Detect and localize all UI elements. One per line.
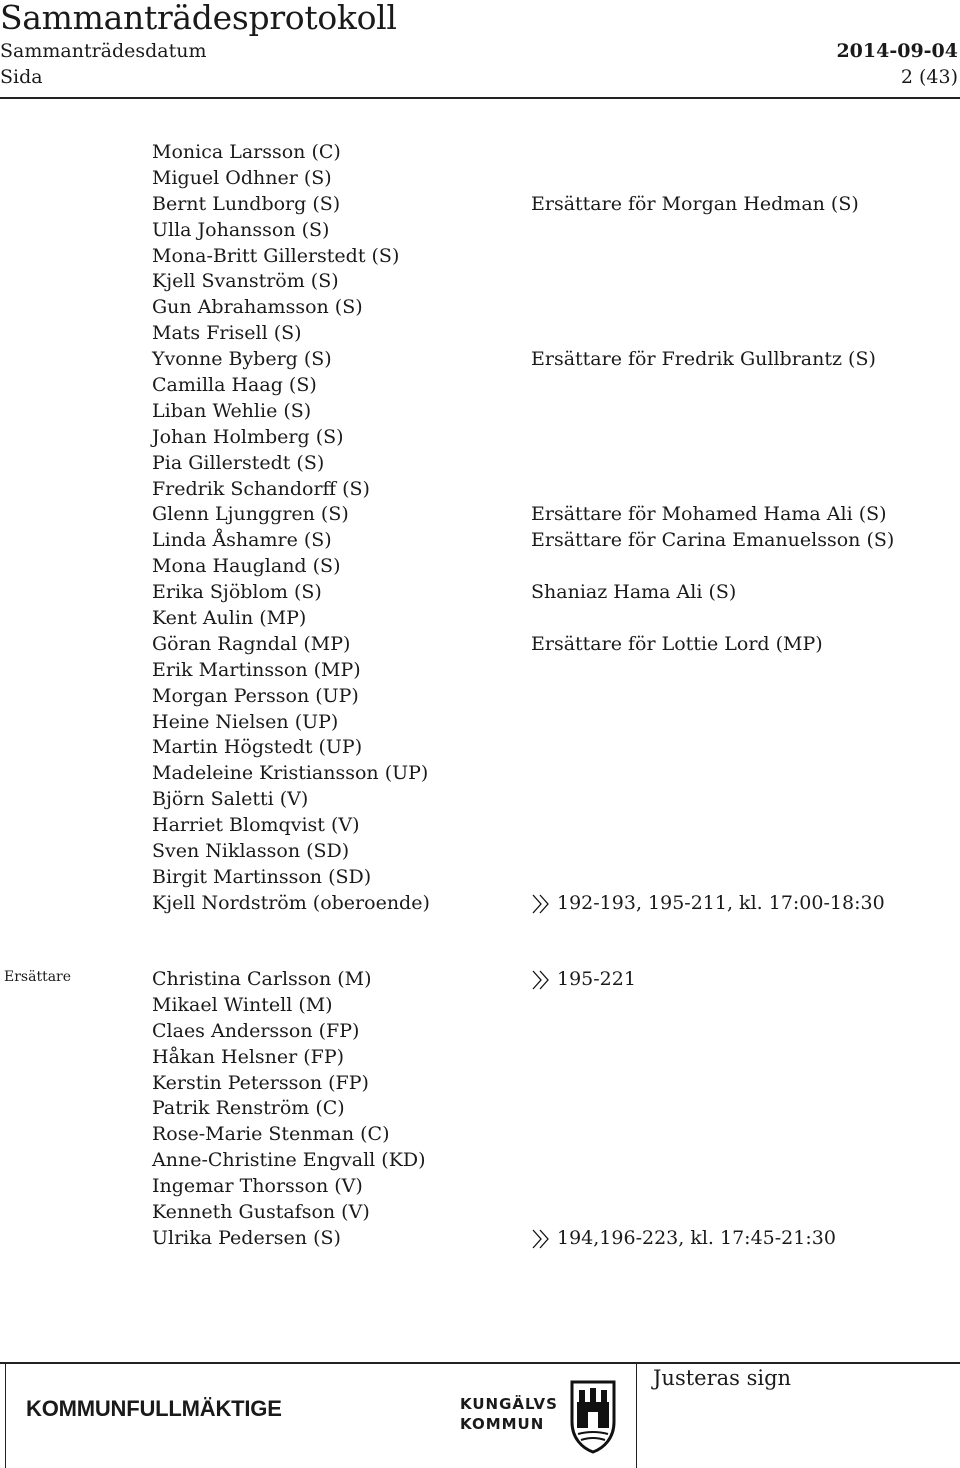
attendee-name: Rose-Marie Stenman (C) [152,1123,390,1146]
members-list [0,140,960,917]
footer-border-signature [636,1364,637,1468]
municipality-logo-text [460,1394,558,1434]
document-title: Sammanträdesprotokoll [0,0,397,37]
attendee-row [0,399,960,425]
signature-label: Justeras sign [653,1366,792,1390]
attendee-row [0,993,960,1019]
attendee-name: Mona Haugland (S) [152,555,341,578]
logo-line-1: KUNGÄLVS [460,1395,558,1413]
attendee-name: Yvonne Byberg (S) [152,348,332,371]
meeting-date-label: Sammanträdesdatum [0,40,207,62]
page-label: Sida [0,66,43,88]
attendee-name: Heine Nielsen (UP) [152,710,339,733]
attendee-row [0,425,960,451]
attendee-row [0,321,960,347]
attendee-row [0,967,960,993]
attendee-name: Bernt Lundborg (S) [152,192,341,215]
attendee-row [0,451,960,477]
attendee-name: Glenn Ljunggren (S) [152,503,349,526]
footer-divider [0,1362,960,1364]
attendee-row [0,218,960,244]
attendee-name: Morgan Persson (UP) [152,684,359,707]
attendee-name: Christina Carlsson (M) [152,968,372,990]
attendee-name: Göran Ragndal (MP) [152,632,351,655]
attendee-name: Miguel Odhner (S) [152,166,332,189]
substitutes-section-label: Ersättare [4,969,72,985]
attendee-row [0,580,960,606]
attendee-note-text: 192-193, 195-211, kl. 17:00-18:30 [557,891,885,914]
attendee-name: Patrik Renström (C) [152,1097,345,1120]
attendee-name: Liban Wehlie (S) [152,399,312,422]
attendee-note-text: 195-221 [557,968,636,990]
header-divider [0,97,960,99]
attendee-row [0,477,960,503]
attendee-name: Mona-Britt Gillerstedt (S) [152,244,400,267]
attendee-name: Harriet Blomqvist (V) [152,814,360,837]
attendee-name: Kjell Svanström (S) [152,270,339,293]
attendee-name: Claes Andersson (FP) [152,1019,360,1042]
attendee-row [0,735,960,761]
attendee-row [0,244,960,270]
attendee-row [0,658,960,684]
attendance-icon [531,893,551,915]
attendee-note-text: Ersättare för Carina Emanuelsson (S) [531,529,895,552]
footer-border-left [5,1364,6,1468]
substitutes-list [0,967,960,1252]
attendee-row [0,813,960,839]
attendee-note [531,347,876,373]
attendee-row [0,1174,960,1200]
attendee-row [0,1071,960,1097]
attendee-row [0,1148,960,1174]
attendee-note [531,502,887,528]
attendee-note-text: Ersättare för Fredrik Gullbrantz (S) [531,348,876,371]
attendee-note [531,528,894,554]
attendee-name: Björn Saletti (V) [152,788,309,811]
attendee-name: Birgit Martinsson (SD) [152,865,372,888]
attendee-row [0,502,960,528]
attendee-name: Kenneth Gustafson (V) [152,1201,370,1224]
organ-name: KOMMUNFULLMÄKTIGE [26,1396,282,1421]
page-number: 2 (43) [900,66,958,88]
attendee-row [0,269,960,295]
attendee-note [531,580,736,606]
attendee-name: Pia Gillerstedt (S) [152,451,325,474]
attendee-name: Kjell Nordström (oberoende) [152,891,430,914]
attendee-row [0,710,960,736]
attendee-name: Johan Holmberg (S) [152,425,344,448]
attendee-note-text: Ersättare för Lottie Lord (MP) [531,632,823,655]
attendee-row [0,1096,960,1122]
attendee-name: Kent Aulin (MP) [152,607,307,630]
attendee-row [0,1226,960,1252]
attendee-row [0,1200,960,1226]
attendee-name: Mikael Wintell (M) [152,993,333,1016]
attendee-note-text: Ersättare för Mohamed Hama Ali (S) [531,503,887,526]
attendee-row [0,839,960,865]
attendee-name: Sven Niklasson (SD) [152,840,350,863]
attendee-row [0,528,960,554]
attendee-note-text: Ersättare för Morgan Hedman (S) [531,192,859,215]
attendee-name: Monica Larsson (C) [152,141,341,163]
attendee-row [0,684,960,710]
attendee-name: Fredrik Schandorff (S) [152,477,370,500]
attendee-note [531,1226,836,1252]
attendee-note-text: Shaniaz Hama Ali (S) [531,581,737,604]
attendee-name: Ingemar Thorsson (V) [152,1175,363,1198]
attendee-name: Håkan Helsner (FP) [152,1045,345,1068]
kungalv-crest-icon [568,1378,618,1454]
document-footer [0,1362,960,1468]
attendee-row [0,140,960,166]
attendee-row [0,891,960,917]
attendee-note [531,967,636,993]
attendee-name: Ulrika Pedersen (S) [152,1226,341,1249]
attendee-row [0,761,960,787]
attendee-row [0,554,960,580]
attendee-note [531,192,859,218]
attendee-row [0,166,960,192]
attendee-name: Linda Åshamre (S) [152,529,332,552]
attendee-row [0,347,960,373]
attendee-name: Mats Frisell (S) [152,322,302,345]
attendee-note-text: 194,196-223, kl. 17:45-21:30 [557,1226,836,1249]
attendee-name: Anne-Christine Engvall (KD) [152,1149,426,1172]
attendee-row [0,865,960,891]
attendee-name: Erik Martinsson (MP) [152,658,361,681]
logo-line-2: KOMMUN [460,1415,545,1433]
attendee-name: Madeleine Kristiansson (UP) [152,762,429,785]
attendee-row [0,295,960,321]
attendee-name: Gun Abrahamsson (S) [152,296,363,319]
meeting-date-value: 2014-09-04 [836,40,958,62]
attendee-name: Martin Högstedt (UP) [152,736,363,759]
attendee-row [0,606,960,632]
attendance-icon [531,1228,551,1250]
attendee-row [0,787,960,813]
attendee-row [0,192,960,218]
attendee-name: Erika Sjöblom (S) [152,581,322,604]
attendee-name: Kerstin Petersson (FP) [152,1071,369,1094]
attendee-row [0,1045,960,1071]
attendee-row [0,1122,960,1148]
attendee-row [0,632,960,658]
attendee-row [0,373,960,399]
attendance-icon [531,969,551,991]
attendee-name: Camilla Haag (S) [152,374,317,397]
attendee-name: Ulla Johansson (S) [152,218,330,241]
attendee-note [531,891,885,917]
attendee-row [0,1019,960,1045]
attendee-note [531,632,823,658]
